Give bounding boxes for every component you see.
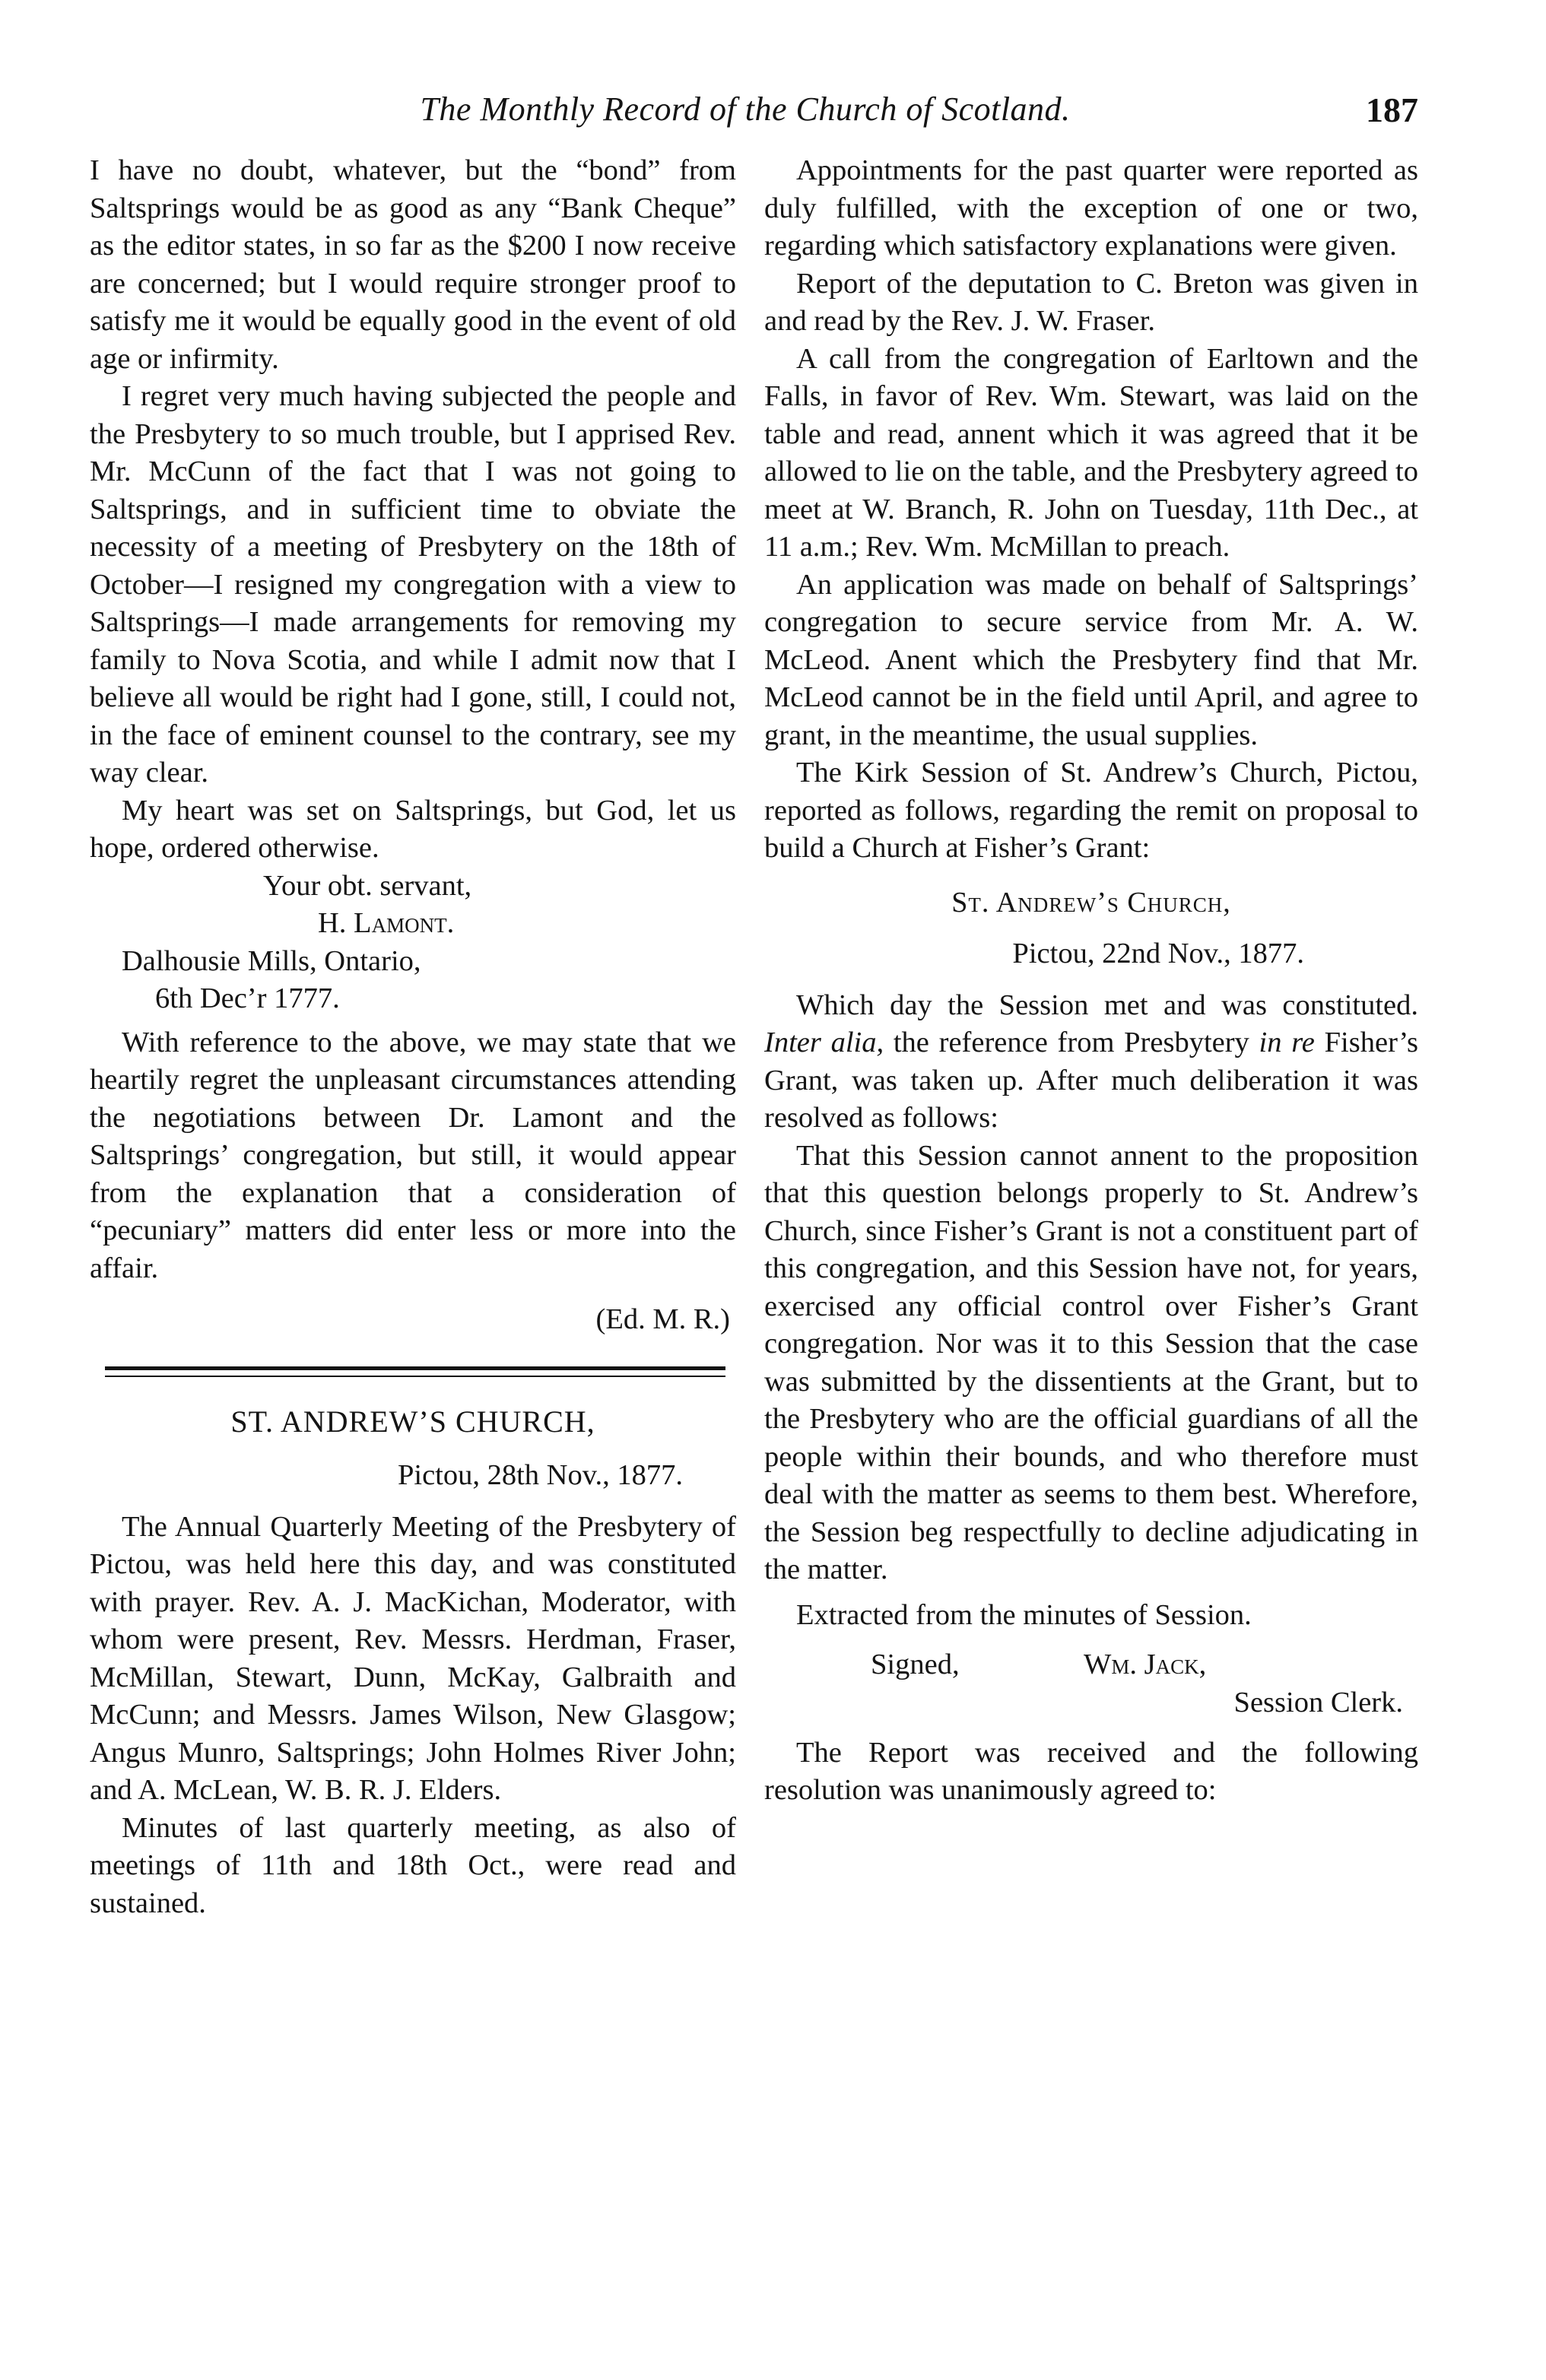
section-heading: ST. ANDREW’S CHURCH, [230, 1404, 595, 1439]
signed-name: Wm. Jack, [1084, 1649, 1207, 1680]
editor-note: With reference to the above, we may state that we heartily regret the unpleasant circumstances attending the negotiations between Dr. Lamont and the Saltsprings’ congregation, but still, it would appear from the explanation that a consideration of “pecuniary” matters did enter less or more into the affair. [90, 1026, 736, 1284]
letter-signature: H. Lamont. [318, 907, 455, 939]
left-column [90, 152, 736, 1922]
signed-title: Session Clerk. [1233, 1687, 1403, 1718]
session-text-c: Fisher’s Grant, was taken up. After much deliberation it was resolved as follows: [764, 1027, 1418, 1134]
page-number: 187 [1366, 90, 1418, 129]
session-heading: St. Andrew’s Church, [951, 886, 1231, 919]
session-text-b: the reference from Presbytery [893, 1027, 1249, 1058]
application-paragraph: An application was made on behalf of Saltsprings’ congregation to secure service from Mr. A. W. McLeod. Anent which the Presbytery find that Mr. McLeod cannot be in the field until April, and agree to grant, in the meantime, the usual supplies. [764, 568, 1418, 751]
running-title: The Monthly Record of the Church of Scotland. [420, 90, 1071, 128]
call-paragraph: A call from the congregation of Earltown and the Falls, in favor of Rev. Wm. Stewart, was laid on the table and read, annent which it was agreed that it be allowed to lie on the table, and the Presbytery agreed to meet at W. Branch, R. John on Tuesday, 11th Dec., at 11 a.m.; Rev. Wm. McMillan to preach. [764, 342, 1418, 563]
resolution-paragraph: That this Session cannot annent to the proposition that this question belongs properly to St. Andrew’s Church, since Fisher’s Grant is not a constituent part of this congregation, and this Session have not, for years, exercised any official control over Fisher’s Grant congregation. Nor was it to this Session that the case was submitted by the dissentients at the Grant, but to the Presbytery who are the official guardians of all the people within their bounds, and who therefore must deal with the matter as seems to them best. Wherefore, the Session beg respectfully to decline adjudicating in the matter. [764, 1139, 1418, 1585]
letter-paragraph-3: My heart was set on Saltsprings, but God, let us hope, ordered otherwise. [90, 794, 736, 864]
deputation-paragraph: Report of the deputation to C. Breton was given in and read by the Rev. J. W. Fraser. [764, 267, 1418, 337]
section-dateline: Pictou, 28th Nov., 1877. [397, 1459, 683, 1491]
letter-place: Dalhousie Mills, Ontario, [122, 944, 421, 977]
inter-alia: Inter alia, [764, 1027, 884, 1058]
kirk-session-paragraph: The Kirk Session of St. Andrew’s Church, Pictou, reported as follows, regarding the remit on proposal to build a Church at Fisher’s Grant: [764, 757, 1418, 864]
appointments-paragraph: Appointments for the past quarter were reported as duly fulfilled, with the exception of one or two, regarding which satisfactory explanations were given. [764, 154, 1418, 262]
session-paragraph [764, 987, 1418, 1138]
right-column [764, 152, 1418, 1810]
report-paragraph: The Report was received and the following resolution was unanimously agreed to: [764, 1736, 1418, 1806]
letter-date: 6th Dec’r 1777. [155, 982, 340, 1014]
extracted-line: Extracted from the minutes of Session. [796, 1598, 1252, 1631]
letter-paragraph-1: I have no doubt, whatever, but the “bond” from Saltsprings would be as good as any “Bank Cheque” as the editor states, in so far as the $200 I now receive are concerned; but I would require stronger proof to satisfy me it would be equally good in the event of old age or infirmity. [90, 154, 736, 375]
letter-paragraph-2: I regret very much having subjected the people and the Presbytery to so much trouble, but I apprised Rev. Mr. McCunn of the fact that I was not going to Saltsprings, and in sufficient time to obviate the necessity of a meeting of Presbytery on the 18th of October—I resigned my congregation with a view to Saltsprings—I made arrangements for removing my family to Nova Scotia, and while I admit now that I believe all would be right had I gone, still, I could not, in the face of eminent counsel to the contrary, see my way clear. [90, 380, 736, 789]
minutes-paragraph: Minutes of last quarterly meeting, as also of meetings of 11th and 18th Oct., were read and sustained. [90, 1811, 736, 1919]
running-header [91, 90, 1418, 135]
meeting-paragraph: The Annual Quarterly Meeting of the Presbytery of Pictou, was held here this day, and was constituted with prayer. Rev. A. J. MacKichan, Moderator, with whom were present, Rev. Messrs. Herdman, Fraser, McMillan, Stewart, Dunn, McKay, Galbraith and McCunn; and Messrs. James Wilson, New Glasgow; Angus Munro, Saltsprings; John Holmes River John; and A. McLean, W. B. R. J. Elders. [90, 1510, 736, 1806]
editor-signature: (Ed. M. R.) [595, 1303, 730, 1335]
session-dateline: Pictou, 22nd Nov., 1877. [1012, 938, 1304, 969]
signed-label: Signed, [871, 1649, 960, 1680]
in-re: in re [1259, 1027, 1315, 1058]
session-text-a: Which day the Session met and was constituted. [796, 988, 1418, 1021]
section-divider [90, 1366, 736, 1377]
signed-row [764, 1646, 1418, 1684]
letter-closing: Your obt. servant, [263, 869, 472, 902]
